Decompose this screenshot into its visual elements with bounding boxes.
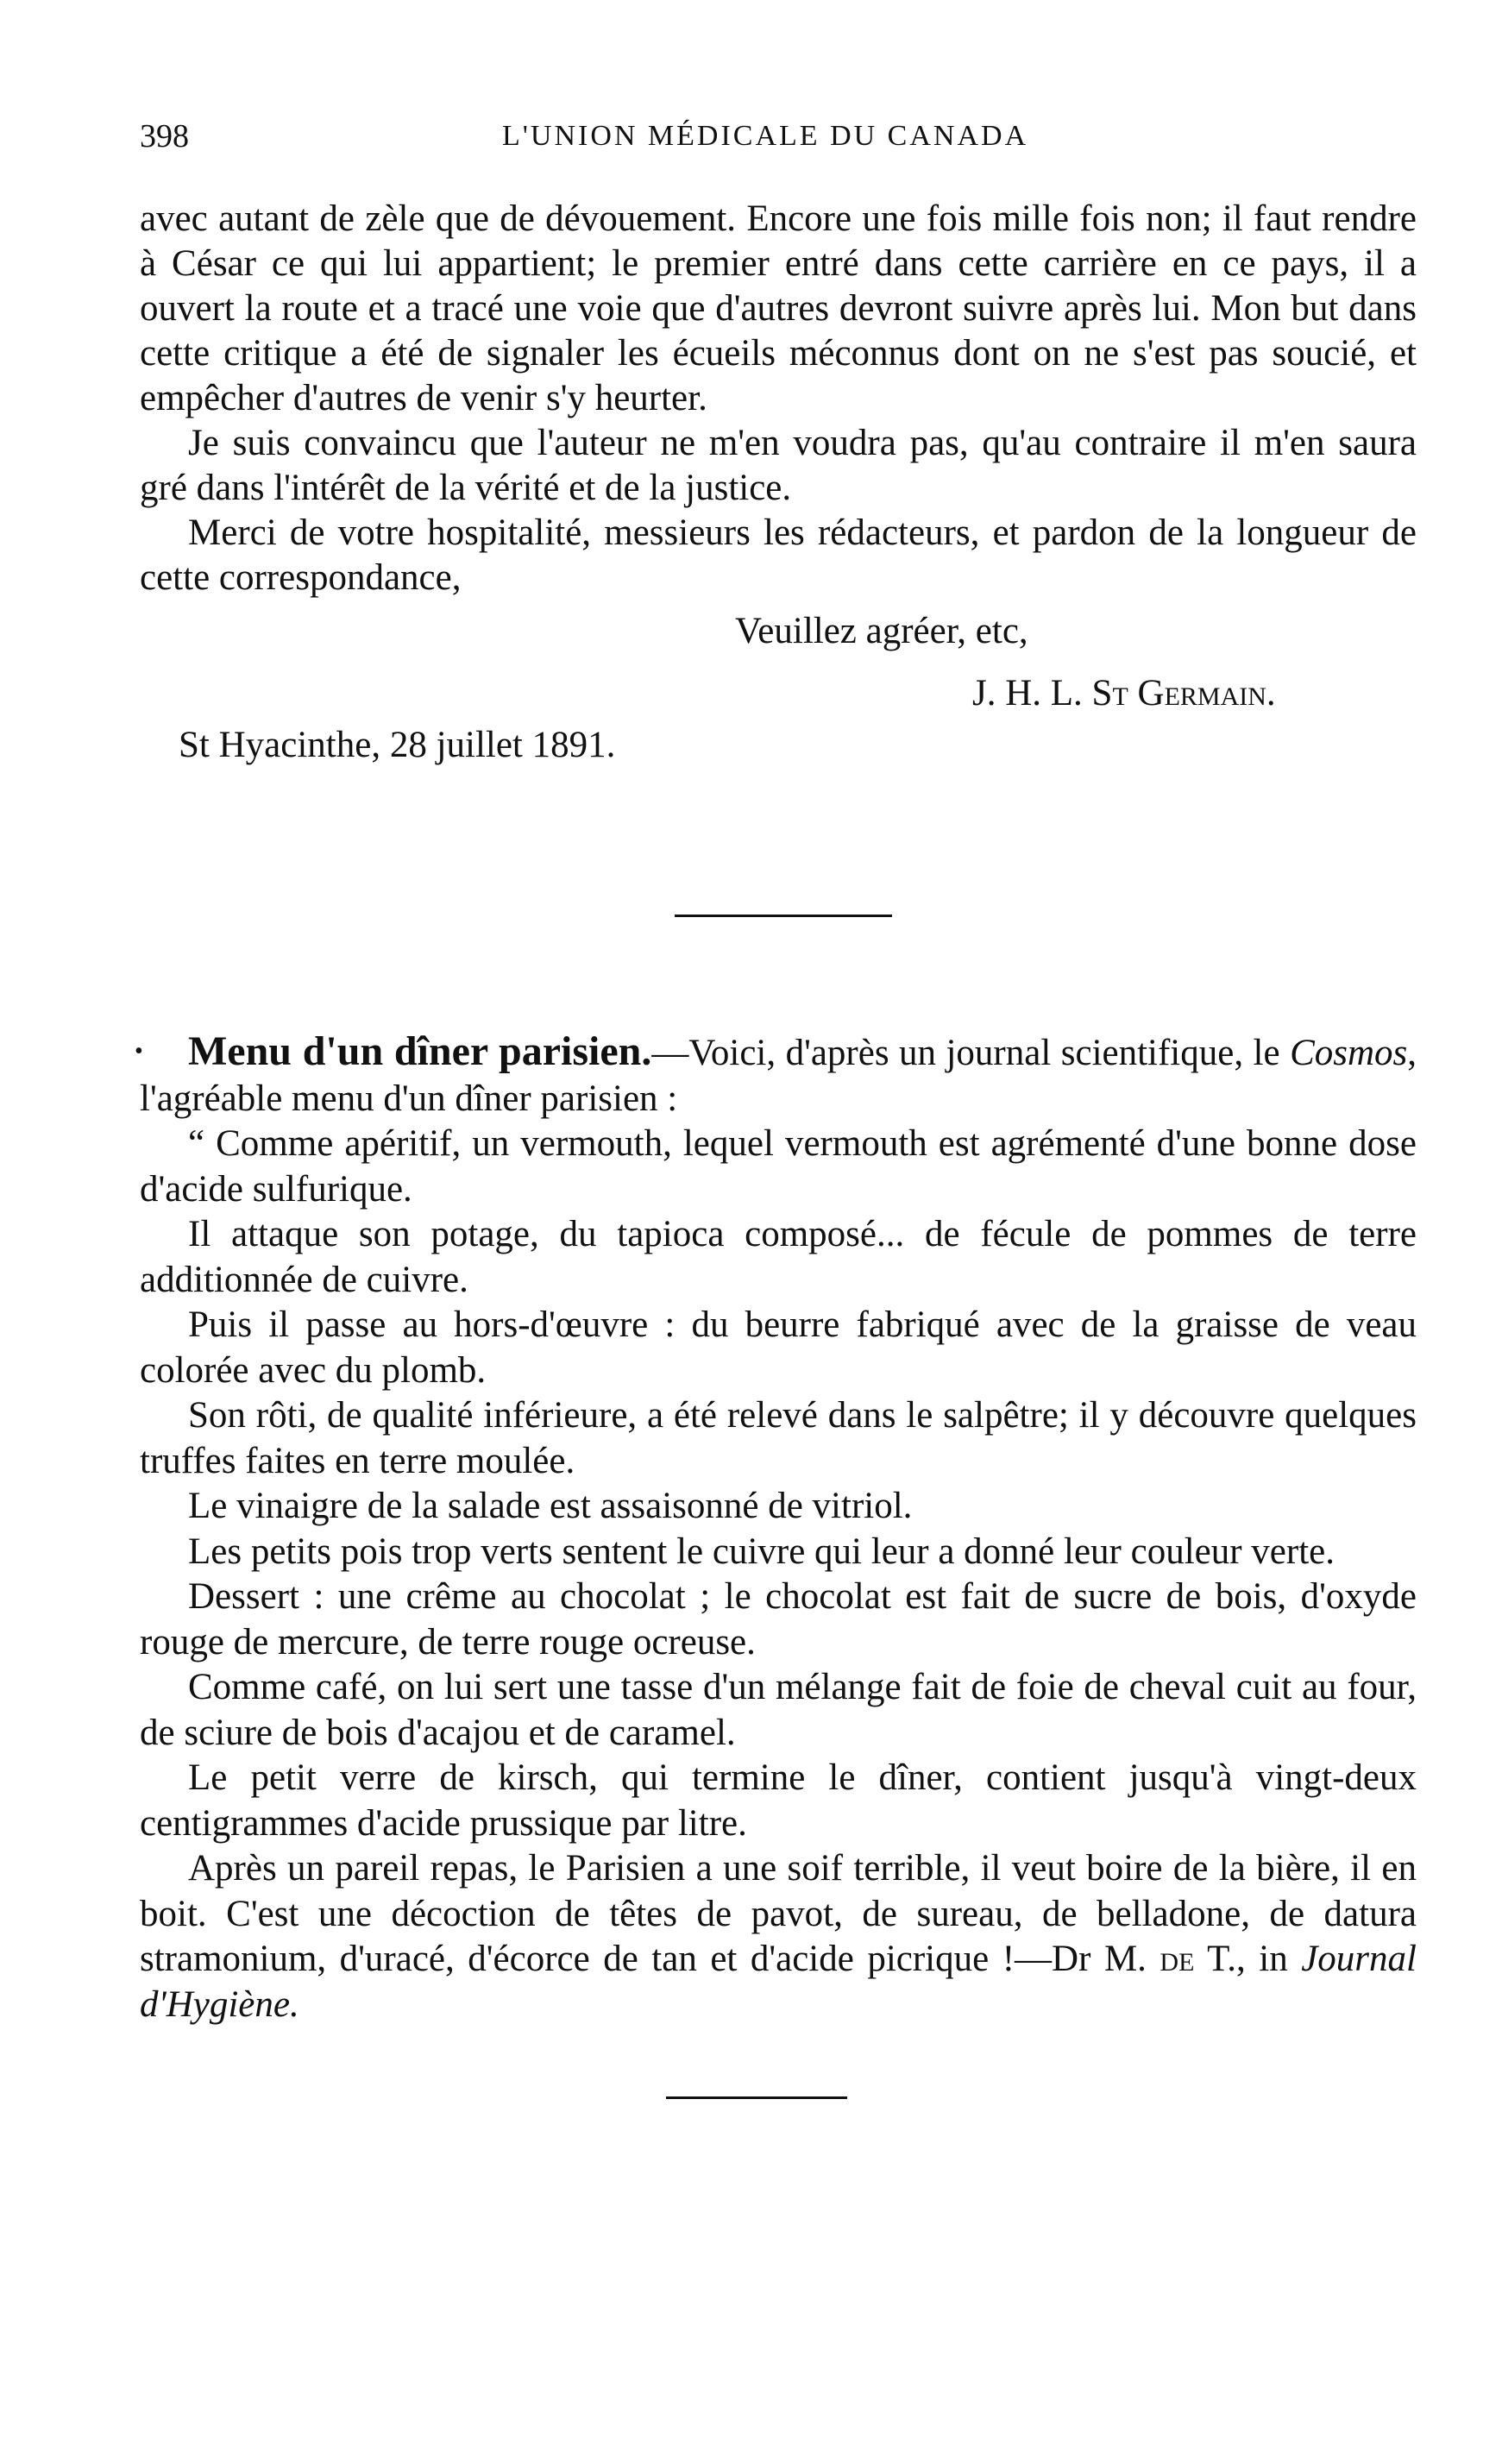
menu-paragraph: Le petit verre de kirsch, qui termine le dîner, contient jusqu'à vingt-deux centigrammes d'acide prussique par litre. (140, 1757, 1417, 1844)
letter-body (140, 197, 1417, 600)
article (135, 1028, 1417, 2027)
menu-paragraph: Comme café, on lui sert une tasse d'un mélange fait de foie de cheval cuit au four, de sciure de bois d'acajou et de caramel. (140, 1667, 1417, 1753)
menu-paragraph: Il attaque son potage, du tapioca composé... de fécule de pommes de terre additionnée de cuivre. (140, 1214, 1417, 1300)
page-number: 398 (140, 118, 189, 154)
end-divider (666, 2096, 847, 2099)
running-head (140, 110, 1417, 162)
letter-paragraph: avec autant de zèle que de dévouement. Encore une fois mille fois non; il faut rendre à César ce qui lui appartient; le premier entré dans cette carrière en ce pays, il a ouvert la route et a tracé une voie que d'autres devront suivre après lui. Mon but dans cette critique a été de signaler les écueils méconnus dont on ne s'est pas soucié, et empêcher d'autres de venir s'y heurter. (140, 198, 1417, 418)
intro-text: —Voici, d'après un journal scientifique, le (651, 1033, 1291, 1073)
article-headline: Menu d'un dîner parisien. (188, 1028, 652, 1074)
intro-text-end: , l'agréable menu d'un dîner parisien : (140, 1033, 1417, 1119)
article-intro (135, 1028, 1417, 1122)
menu-paragraph: Son rôti, de qualité inférieure, a été relevé dans le salpêtre; il y découvre quelques truffes faites en terre moulée. (140, 1395, 1417, 1481)
closing-formula: Veuillez agréer, etc, (735, 611, 1028, 651)
signature: J. H. L. St Germain. (972, 673, 1276, 713)
letter-paragraph: Je suis convaincu que l'auteur ne m'en voudra pas, qu'au contraire il m'en saura gré dans l'intérêt de la vérité et de la justice. (140, 423, 1417, 508)
margin-bullet: • (135, 1038, 143, 1065)
menu-paragraph: “ Comme apéritif, un vermouth, lequel vermouth est agrémenté d'une bonne dose d'acide sulfurique. (140, 1123, 1417, 1210)
journal-title: L'UNION MÉDICALE DU CANADA (502, 120, 1029, 152)
letter-closing (140, 609, 1417, 768)
page (135, 110, 1417, 2099)
letter-paragraph: Merci de votre hospitalité, messieurs les rédacteurs, et pardon de la longueur de cette correspondance, (140, 512, 1417, 598)
menu-paragraph: Dessert : une crême au chocolat ; le chocolat est fait de sucre de bois, d'oxyde rouge de mercure, de terre rouge ocreuse. (140, 1576, 1417, 1663)
source-name: Cosmos (1290, 1033, 1408, 1073)
menu-paragraph: Les petits pois trop verts sentent le cuivre qui leur a donné leur couleur verte. (188, 1531, 1335, 1572)
credit-source: Journal d'Hygiène. (140, 1939, 1417, 2025)
final-paragraph (140, 1846, 1417, 2027)
credit-in: , in (1235, 1939, 1302, 1979)
place-date: St Hyacinthe, 28 juillet 1891. (179, 725, 616, 765)
section-divider (675, 915, 892, 917)
credit-author: M. de T. (1103, 1939, 1236, 1979)
menu-paragraph: Puis il passe au hors-d'œuvre : du beurre fabriqué avec de la graisse de veau colorée avec du plomb. (140, 1304, 1417, 1391)
final-text: Après un pareil repas, le Parisien a une soif terrible, il veut boire de la bière, il en boit. C'est une décoction de têtes de pavot, de sureau, de belladone, de datura stramonium, d'uracé, d'écorce de tan et d'acide picrique !—Dr (140, 1848, 1417, 1979)
menu-paragraph: Le vinaigre de la salade est assaisonné de vitriol. (188, 1486, 913, 1526)
